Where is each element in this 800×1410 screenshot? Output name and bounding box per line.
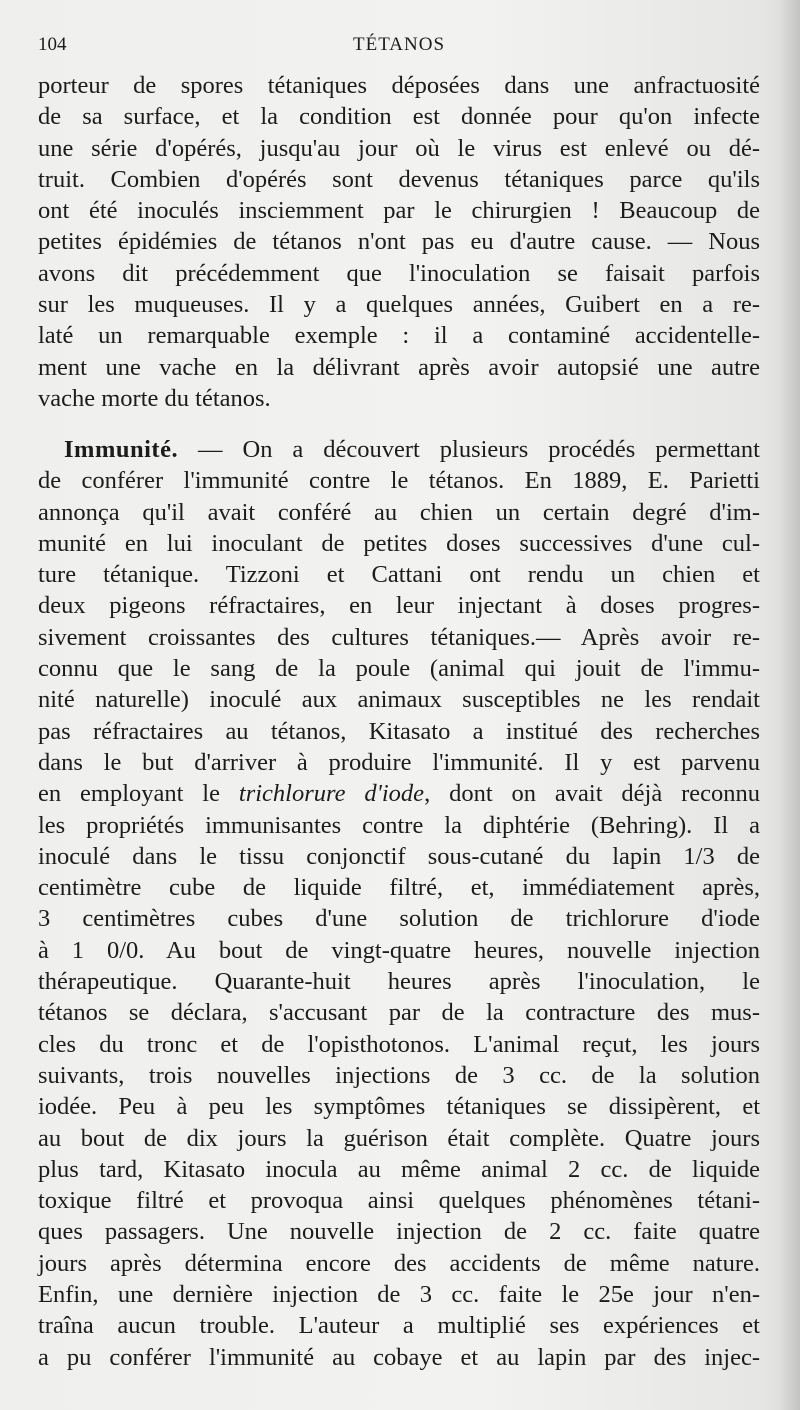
text-line: Enfin, une dernière injection de 3 cc. faite le 25e jour n'en- [38,1281,760,1309]
text-line: ont été inoculés insciemment par le chirurgien ! Beaucoup de [38,197,760,225]
text-line: 3 centimètres cubes d'une solution de trichlorure d'iode [38,905,760,933]
text-line: tétanos se déclara, s'accusant par de la contracture des mus- [38,999,760,1027]
text-line: ques passagers. Une nouvelle injection de 2 cc. faite quatre [38,1218,760,1246]
heading-line-rest: — On a découvert plusieurs procédés permettant [178,436,760,463]
text-line: petites épidémies de tétanos n'ont pas eu d'autre cause. — Nous [38,228,760,256]
section-heading: Immunité. [64,436,179,463]
page-number: 104 [38,34,67,55]
text-line: dans le but d'arriver à produire l'immunité. Il y est parvenu [38,748,760,776]
text-line: à 1 0/0. Au bout de vingt-quatre heures, nouvelle injection [38,936,760,964]
text-line: ment une vache en la délivrant après avoir autopsié une autre [38,353,760,381]
text-line: deux pigeons réfractaires, en leur injectant à doses progres- [38,592,760,620]
text-line: annonça qu'il avait conféré au chien un certain degré d'im- [38,498,760,526]
paragraph-1 [38,70,760,414]
text-line: ture tétanique. Tizzoni et Cattani ont rendu un chien et [38,561,760,589]
text-line: plus tard, Kitasato inocula au même animal 2 cc. de liquide [38,1155,760,1183]
text-line: les propriétés immunisantes contre la diphtérie (Behring). Il a [38,811,760,839]
text-run: , dont on avait déjà reconnu [424,780,760,808]
italic-term: trichlorure d'iode [238,780,425,808]
text-line: suivants, trois nouvelles injections de 3 cc. de la solution [38,1061,760,1089]
text-line: une série d'opérés, jusqu'au jour où le virus est enlevé ou dé- [38,134,760,162]
text-line: laté un remarquable exemple : il a contaminé accidentelle- [38,322,760,350]
text-line: sur les muqueuses. Il y a quelques années, Guibert en a re- [38,291,760,319]
text-line: de conférer l'immunité contre le tétanos. En 1889, E. Parietti [38,467,760,495]
running-title: TÉTANOS [352,34,446,55]
text-line: vache morte du tétanos. [38,384,271,412]
text-line: a pu conférer l'immunité au cobaye et au lapin par des injec- [38,1343,760,1371]
running-header [38,30,760,60]
text-line: connu que le sang de la poule (animal qui jouit de l'immu- [38,655,760,683]
text-line: munité en lui inoculant de petites doses successives d'une cul- [38,529,760,557]
text-line: de sa surface, et la condition est donnée pour qu'on infecte [38,103,760,131]
text-line: sivement croissantes des cultures tétaniques.— Après avoir re- [38,623,760,651]
text-line: centimètre cube de liquide filtré, et, immédiatement après, [38,874,760,902]
text-line: traîna aucun trouble. L'auteur a multiplié ses expériences et [38,1312,760,1340]
text-line: porteur de spores tétaniques déposées dans une anfractuosité [38,72,760,99]
text-line: au bout de dix jours la guérison était complète. Quatre jours [38,1124,760,1152]
paragraph-lines-a [38,465,760,778]
text-line: iodée. Peu à peu les symptômes tétaniques se dissipèrent, et [38,1093,760,1121]
paragraph-immunite [38,434,760,1373]
text-line: truit. Combien d'opérés sont devenus tétaniques parce qu'ils [38,165,760,193]
text-line: nité naturelle) inoculé aux animaux susceptibles ne les rendait [38,686,760,714]
text-line: avons dit précédemment que l'inoculation se faisait parfois [38,259,760,287]
text-line: inoculé dans le tissu conjonctif sous-cutané du lapin 1/3 de [38,842,760,870]
paragraph-lines-b [38,810,760,1373]
page-edge-shadow [778,0,800,1410]
text-line: pas réfractaires au tétanos, Kitasato a institué des recherches [38,717,760,745]
text-line: cles du tronc et de l'opisthotonos. L'animal reçut, les jours [38,1030,760,1058]
text-line: thérapeutique. Quarante-huit heures après l'inoculation, le [38,968,760,996]
text-line: jours après détermina encore des accidents de même nature. [38,1249,760,1277]
text-line: toxique filtré et provoqua ainsi quelques phénomènes tétani- [38,1187,760,1215]
text-run: en employant le [38,780,239,808]
text-line [38,434,760,465]
text-line [38,778,760,809]
